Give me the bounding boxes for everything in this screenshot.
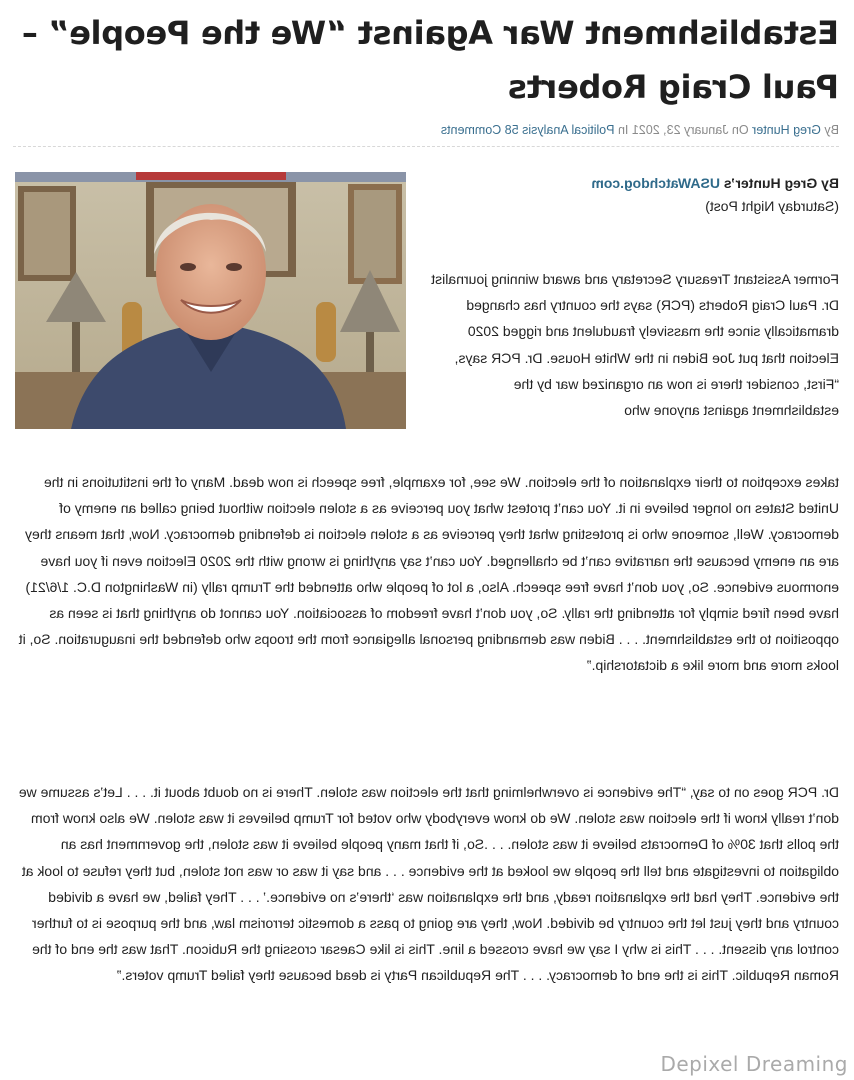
byline-prefix: By Greg Hunter’s [723,175,839,191]
article [13,0,839,984]
interview-photo [15,172,406,429]
title-divider [13,146,839,147]
watermark: Depixel Dreaming [660,1052,848,1076]
byline-edition: (Saturday Night Post) [705,198,839,214]
author-link[interactable]: Greg Hunter [752,123,821,137]
meta-date: On January 23, 2021 In [618,123,749,137]
byline [429,172,839,218]
article-title: Establishment War Against “We the People” – Paul Craig Roberts [22,14,839,106]
portrait-image [15,172,406,429]
paragraph-1: Former Assistant Treasury Secretary and award winning journalist Dr. Paul Craig Roberts (PCR) says the country has changed dramatically since the massively fraudulent and rigged 2020 Election that put Joe Biden in the White House. Dr. PCR says, “First, consider there is now an organized war by the establishment against anyone who [431,271,839,419]
paragraph-1-continued: takes exception to their explanation of the election. We see, for example, free speech is now dead. Many of the institutions in the United States no longer believe in it. You can’t protest what you perceive as a stolen election without being called an enemy of democracy. Well, someone who is protesting what they perceive as a stolen election is defending democracy. Now, that means they are an enemy because the narrative can’t be challenged. You can’t say anything is wrong with the 2020 Election even if you have enormous evidence. So, you don’t have free speech. Also, a lot of people who attended the Trump rally (in Washington D.C. 1/6/21) have been fired simply for attending the rally. So, you don’t have freedom of association. You cannot do anything that is seen as opposition to the establishment. . . . Biden was demanding personal allegiance from the troops who defended the inauguration. So, it looks more and more like a dictatorship.” [18,474,839,674]
paragraph-2: Dr. PCR goes on to say, “The evidence is overwhelming that the election was stolen. There is no doubt about it. . . . Let’s assume we don’t really know if the election was stolen. We do know everybody who voted for Trump believes it was stolen. We also know from the polls that 30% of Democrats believe it was stolen. . . .So, if that many people believe it was stolen, the government has an obligation to investigate and tell the people we looked at the evidence . . . and say it was or was not stolen, but they refuse to look at the evidence. They had the explanation ready, and the explanation was ‘there’s no evidence.’ . . . They failed, we have a divided country and they just let the country be divided. Now, they are going to pass a domestic terrorism law, and the purpose is to further control any dissent. . . . This is why I say we have crossed a line. This is like Caesar crossing the Rubicon. That was the end of the Roman Republic. This is the end of democracy. . . . The Republican Party is dead because they failed Trump voters.” [18,784,839,984]
meta-by: By [824,123,839,137]
article-meta [13,121,839,139]
comments-link[interactable]: 58 Comments [440,123,519,137]
category-link[interactable]: Political Analysis [522,123,615,137]
site-link[interactable]: USAWatchdog.com [591,175,720,191]
